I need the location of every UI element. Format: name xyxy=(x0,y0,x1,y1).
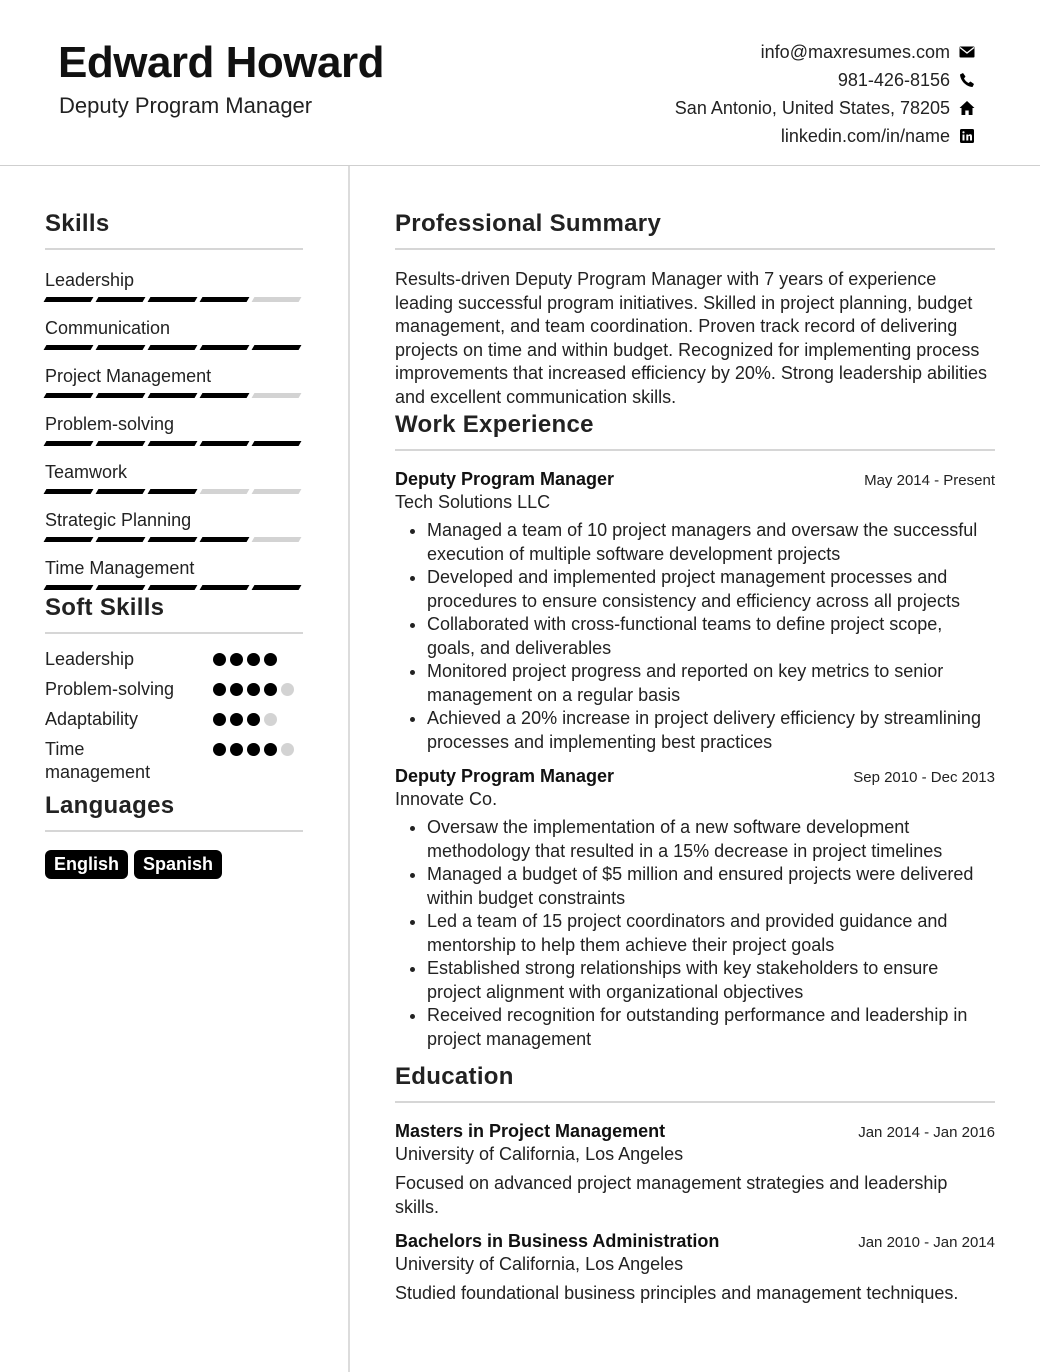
job-header xyxy=(395,766,995,787)
soft-skill-name: Leadership xyxy=(45,649,135,669)
phone-icon xyxy=(958,71,976,89)
skill-item xyxy=(45,412,303,446)
rating-dot-filled xyxy=(213,683,226,696)
soft-skill-rating xyxy=(213,678,303,696)
job-entry xyxy=(395,766,995,1051)
education-degree: Masters in Project Management xyxy=(395,1121,666,1141)
soft-skill-name: Time management xyxy=(45,739,151,782)
skill-bar-filled xyxy=(44,345,94,350)
skill-name: Problem-solving xyxy=(45,414,175,434)
skill-bar-empty xyxy=(252,489,302,494)
skill-bar-filled xyxy=(200,441,250,446)
job-bullet: • Managed a budget of $5 million and ensured projects were delivered within budget constraints xyxy=(427,863,995,910)
languages-list xyxy=(45,850,303,879)
rating-dot-filled xyxy=(264,653,277,666)
job-company: Innovate Co. xyxy=(395,789,498,809)
skill-bar-filled xyxy=(96,537,146,542)
skill-bar-filled xyxy=(96,345,146,350)
rating-dot-filled xyxy=(264,743,277,756)
rating-dot-filled xyxy=(230,743,243,756)
envelope-icon xyxy=(958,43,976,61)
summary-text: Results-driven Deputy Program Manager with 7 years of experience leading successful program initiatives. Skilled in project planning, budget management, and team coordination. Proven track record of delivering projects on time and within budget. Recognized for implementing process improvements that increased efficiency by 20%. Strong leadership abilities and excellent communication skills. xyxy=(395,269,987,407)
rating-dot-empty xyxy=(281,683,294,696)
skill-bar-filled xyxy=(96,297,146,302)
skill-name: Time Management xyxy=(45,558,195,578)
skill-rating xyxy=(45,441,303,446)
candidate-title: Deputy Program Manager xyxy=(59,93,313,118)
skill-bar-filled xyxy=(200,297,250,302)
job-bullet: • Received recognition for outstanding performance and leadership in project management xyxy=(427,1004,995,1051)
skill-bar-filled xyxy=(148,393,198,398)
soft-skill-name: Adaptability xyxy=(45,709,139,729)
skill-item xyxy=(45,508,303,542)
job-bullets xyxy=(395,816,995,1051)
job-dates: May 2014 - Present xyxy=(864,472,995,489)
skill-bar-filled xyxy=(96,393,146,398)
contact-email-text: info@maxresumes.com xyxy=(760,41,950,62)
soft-skill-item xyxy=(45,738,303,786)
soft-skill-rating xyxy=(213,738,303,756)
language-badge: English xyxy=(45,850,128,879)
contact-address xyxy=(675,94,976,122)
skill-bar-filled xyxy=(252,441,302,446)
home-icon xyxy=(958,99,976,117)
rating-dot-filled xyxy=(230,713,243,726)
education-dates: Jan 2010 - Jan 2014 xyxy=(858,1234,995,1251)
skill-bar-filled xyxy=(252,585,302,590)
skill-bar-filled xyxy=(148,537,198,542)
soft-skill-item xyxy=(45,648,303,678)
skill-bar-filled xyxy=(200,345,250,350)
skill-bar-filled xyxy=(44,537,94,542)
rating-dot-filled xyxy=(247,653,260,666)
education-header xyxy=(395,1231,995,1252)
job-company: Tech Solutions LLC xyxy=(395,492,551,512)
skill-bar-empty xyxy=(252,393,302,398)
rating-dot-filled xyxy=(230,683,243,696)
summary-heading: Professional Summary xyxy=(395,210,995,250)
contact-address-text: San Antonio, United States, 78205 xyxy=(674,97,950,118)
job-bullet: • Oversaw the implementation of a new software development methodology that resulted in a 15% decrease in project timelines xyxy=(427,816,995,863)
rating-dot-filled xyxy=(213,653,226,666)
skill-bar-filled xyxy=(44,585,94,590)
skill-bar-filled xyxy=(44,297,94,302)
contact-phone[interactable] xyxy=(675,66,976,94)
rating-dot-empty xyxy=(264,713,277,726)
skill-bar-empty xyxy=(252,537,302,542)
language-badge: Spanish xyxy=(134,850,222,879)
rating-dot-filled xyxy=(230,653,243,666)
rating-dot-filled xyxy=(213,743,226,756)
soft-skills-list xyxy=(45,648,303,786)
soft-skill-rating xyxy=(213,708,303,726)
skill-item xyxy=(45,364,303,398)
rating-dot-filled xyxy=(213,713,226,726)
rating-dot-filled xyxy=(247,743,260,756)
skill-item xyxy=(45,316,303,350)
contact-list xyxy=(675,38,976,150)
languages-heading: Languages xyxy=(45,792,303,832)
skill-rating xyxy=(45,345,303,350)
skill-bar-filled xyxy=(148,585,198,590)
education-school: University of California, Los Angeles xyxy=(395,1144,684,1164)
skill-bar-filled xyxy=(252,345,302,350)
skill-bar-filled xyxy=(96,489,146,494)
skill-name: Teamwork xyxy=(45,462,128,482)
job-bullet: • Achieved a 20% increase in project delivery efficiency by streamlining processes and implementing best practices xyxy=(427,707,995,754)
education-heading: Education xyxy=(395,1063,995,1103)
soft-skill-item xyxy=(45,678,303,708)
skill-bar-filled xyxy=(148,297,198,302)
skill-name: Strategic Planning xyxy=(45,510,192,530)
column-divider xyxy=(348,166,350,1372)
rating-dot-filled xyxy=(247,683,260,696)
candidate-name: Edward Howard xyxy=(58,38,384,87)
rating-dot-filled xyxy=(264,683,277,696)
job-bullets xyxy=(395,519,995,754)
job-role: Deputy Program Manager xyxy=(395,469,615,489)
experience-heading: Work Experience xyxy=(395,411,995,451)
skill-name: Leadership xyxy=(45,270,135,290)
skill-name: Project Management xyxy=(45,366,212,386)
soft-skill-item xyxy=(45,708,303,738)
skill-item xyxy=(45,268,303,302)
job-dates: Sep 2010 - Dec 2013 xyxy=(853,769,995,786)
skill-rating xyxy=(45,489,303,494)
job-bullet: • Led a team of 15 project coordinators and provided guidance and mentorship to help them achieve their project goals xyxy=(427,910,995,957)
job-bullet: • Monitored project progress and reported on key metrics to senior management on a regular basis xyxy=(427,660,995,707)
skill-item xyxy=(45,460,303,494)
skills-heading: Skills xyxy=(45,210,303,250)
skill-bar-filled xyxy=(44,489,94,494)
education-description: Studied foundational business principles and management techniques. xyxy=(395,1283,959,1303)
contact-linkedin[interactable] xyxy=(675,122,976,150)
job-role: Deputy Program Manager xyxy=(395,766,615,786)
skill-bar-filled xyxy=(200,537,250,542)
job-entry xyxy=(395,469,995,754)
skills-list xyxy=(45,268,303,590)
job-bullet: • Collaborated with cross-functional teams to define project scope, goals, and deliverables xyxy=(427,613,995,660)
skill-bar-filled xyxy=(44,393,94,398)
skill-rating xyxy=(45,585,303,590)
sidebar-column xyxy=(45,210,303,879)
skill-bar-filled xyxy=(200,585,250,590)
education-dates: Jan 2014 - Jan 2016 xyxy=(858,1124,995,1141)
skill-bar-filled xyxy=(44,441,94,446)
skill-bar-empty xyxy=(252,297,302,302)
education-description: Focused on advanced project management strategies and leadership skills. xyxy=(395,1173,948,1217)
linkedin-icon xyxy=(958,127,976,145)
contact-linkedin-text: linkedin.com/in/name xyxy=(780,125,950,146)
rating-dot-filled xyxy=(247,713,260,726)
soft-skill-name: Problem-solving xyxy=(45,679,175,699)
resume-header xyxy=(0,0,1040,166)
soft-skill-rating xyxy=(213,648,303,666)
skill-rating xyxy=(45,537,303,542)
skill-rating xyxy=(45,393,303,398)
education-entry xyxy=(395,1121,995,1219)
job-bullet: • Developed and implemented project management processes and procedures to ensure consistency and efficiency across all projects xyxy=(427,566,995,613)
skill-name: Communication xyxy=(45,318,171,338)
education-school: University of California, Los Angeles xyxy=(395,1254,684,1274)
education-entry xyxy=(395,1231,995,1305)
soft-skills-heading: Soft Skills xyxy=(45,594,303,634)
contact-phone-text: 981-426-8156 xyxy=(837,69,950,90)
job-bullet: • Established strong relationships with key stakeholders to ensure project alignment with organizational objectives xyxy=(427,957,995,1004)
skill-bar-filled xyxy=(96,585,146,590)
education-degree: Bachelors in Business Administration xyxy=(395,1231,720,1251)
skill-bar-filled xyxy=(148,345,198,350)
job-header xyxy=(395,469,995,490)
skill-bar-empty xyxy=(200,489,250,494)
skill-rating xyxy=(45,297,303,302)
skill-bar-filled xyxy=(148,489,198,494)
rating-dot-empty xyxy=(281,743,294,756)
education-header xyxy=(395,1121,995,1142)
skill-item xyxy=(45,556,303,590)
job-bullet: • Managed a team of 10 project managers and oversaw the successful execution of multiple software development projects xyxy=(427,519,995,566)
main-column xyxy=(395,210,995,1317)
skill-bar-filled xyxy=(96,441,146,446)
contact-email[interactable] xyxy=(675,38,976,66)
skill-bar-filled xyxy=(148,441,198,446)
skill-bar-filled xyxy=(200,393,250,398)
